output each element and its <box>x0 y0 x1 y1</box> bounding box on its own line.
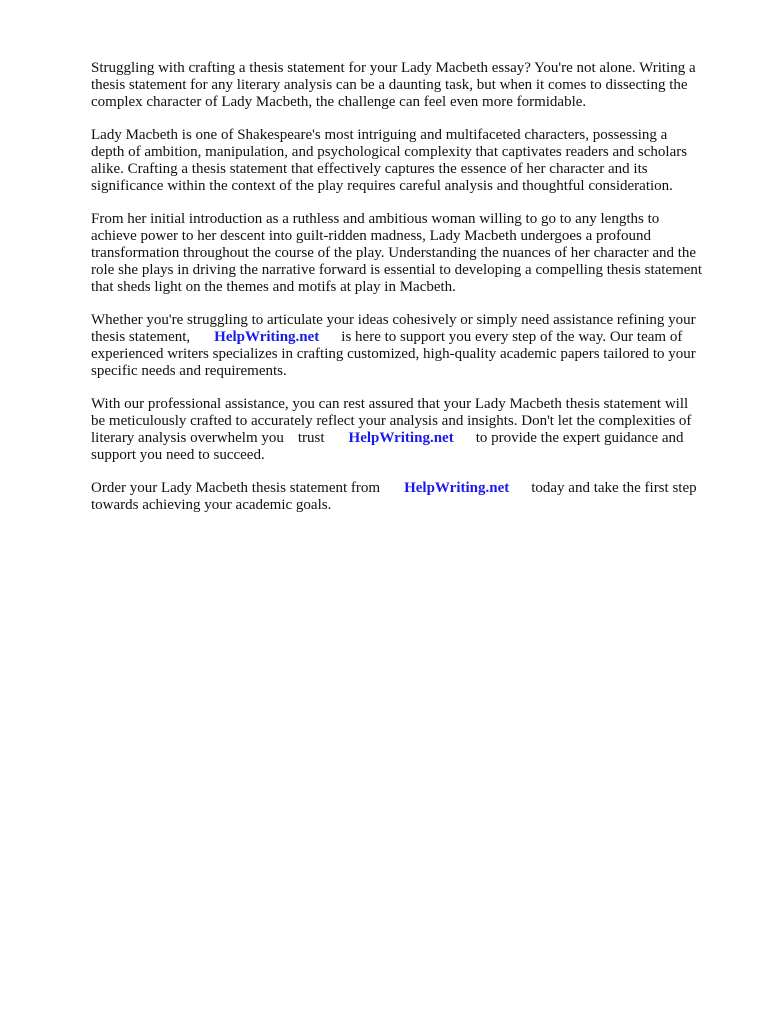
paragraph-4 <box>91 312 731 380</box>
text-line: that sheds light on the themes and motifs at play in Macbeth. <box>91 279 456 295</box>
text-segment: today and take the first step <box>531 480 697 496</box>
text-line: From her initial introduction as a ruthless and ambitious woman willing to go to any lengths to <box>91 211 660 227</box>
text-segment: trust <box>297 430 325 446</box>
text-segment: thesis statement, <box>91 329 191 345</box>
text-line: towards achieving your academic goals. <box>91 497 332 513</box>
text-line: alike. Crafting a thesis statement that effectively captures the essence of her character and its <box>91 161 648 177</box>
text-line: experienced writers specializes in crafting customized, high-quality academic papers tailored to your <box>91 346 696 362</box>
text-segment: is here to support you every step of the way. Our team of <box>341 329 683 345</box>
text-line: Whether you're struggling to articulate your ideas cohesively or simply need assistance refining your <box>91 312 696 328</box>
text-line: depth of ambition, manipulation, and psychological complexity that captivates readers and scholars <box>91 144 688 160</box>
text-line: Lady Macbeth is one of Shakespeare's most intriguing and multifaceted characters, possessing a <box>91 127 668 143</box>
helpwriting-link[interactable]: HelpWriting.net <box>404 480 510 496</box>
text-line: complex character of Lady Macbeth, the challenge can feel even more formidable. <box>91 94 587 110</box>
text-segment: to provide the expert guidance and <box>475 430 684 446</box>
paragraph-5 <box>91 396 731 464</box>
paragraph-1 <box>91 60 731 111</box>
helpwriting-link[interactable]: HelpWriting.net <box>214 329 320 345</box>
paragraph-2 <box>91 127 731 195</box>
text-line <box>91 430 731 447</box>
text-line: transformation throughout the course of the play. Understanding the nuances of her character and the <box>91 245 697 261</box>
paragraph-3 <box>91 211 731 296</box>
text-line: specific needs and requirements. <box>91 363 287 379</box>
text-line <box>91 480 731 497</box>
document-page <box>91 60 731 530</box>
text-line: be meticulously crafted to accurately reflect your analysis and insights. Don't let the complexities of <box>91 413 692 429</box>
text-line: Struggling with crafting a thesis statement for your Lady Macbeth essay? You're not alone. Writing a <box>91 60 696 76</box>
text-line: role she plays in driving the narrative forward is essential to developing a compelling thesis statement <box>91 262 703 278</box>
paragraph-6 <box>91 480 731 514</box>
text-segment: Order your Lady Macbeth thesis statement from <box>91 480 381 496</box>
helpwriting-link[interactable]: HelpWriting.net <box>348 430 454 446</box>
text-line: With our professional assistance, you can rest assured that your Lady Macbeth thesis statement will <box>91 396 689 412</box>
text-line: achieve power to her descent into guilt-ridden madness, Lady Macbeth undergoes a profound <box>91 228 651 244</box>
text-line: thesis statement for any literary analysis can be a daunting task, but when it comes to dissecting the <box>91 77 688 93</box>
text-segment: literary analysis overwhelm you <box>91 430 284 446</box>
text-line <box>91 329 731 346</box>
text-line: support you need to succeed. <box>91 447 265 463</box>
text-line: significance within the context of the play requires careful analysis and thoughtful consideration. <box>91 178 673 194</box>
